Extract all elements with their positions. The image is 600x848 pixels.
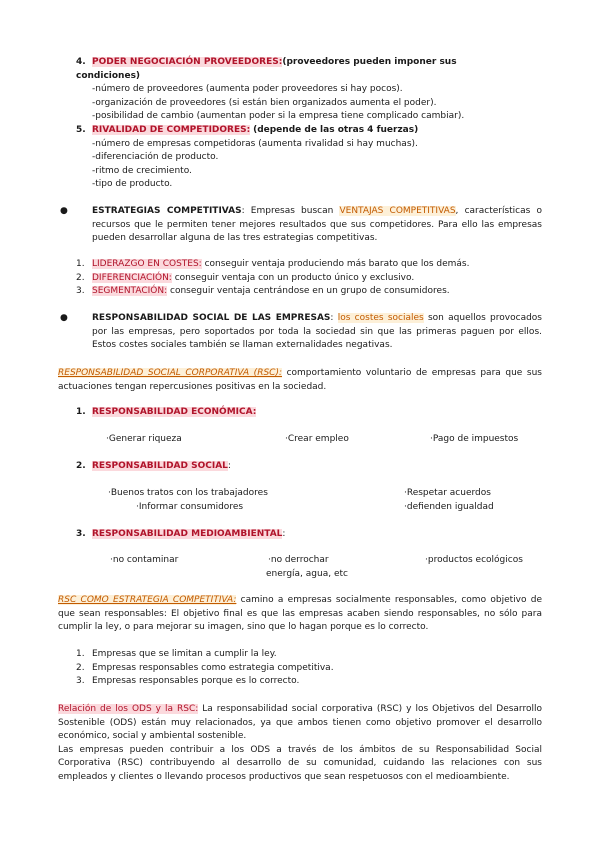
section-resp-economica: [76, 406, 256, 420]
list-item: [76, 648, 542, 662]
paragraph: Las empresas pueden contribuir a los ODS a través de los ámbitos de su Responsabilidad Social Corporativa (RSC) contribuyendo al desarrollo de su comunidad, cuidando las relaciones con sus empleados y clientes o llevando procesos productivos que sean respetuosos con el medioambiente.: [58, 744, 542, 782]
section-resp-social: [76, 460, 231, 474]
list-value: conseguir ventaja produciendo más barato que los demás.: [201, 259, 470, 269]
section-subtitle: (depende de las otras 4 fuerzas): [253, 125, 419, 135]
section-number: 1.: [76, 407, 86, 417]
bullet-icon: ●: [60, 206, 68, 216]
text-run: son aquellos provocados por las empresas, pero soportados por toda la sociedad sin que las primeras paguen por ellos. Estos costes sociales también se llaman externalidades negativas.: [92, 313, 542, 350]
list-value: conseguir ventaja con un producto único y exclusivo.: [171, 272, 415, 283]
text-line: -ritmo de crecimiento.: [92, 165, 192, 176]
text-run: :: [227, 461, 231, 471]
text-run: :: [330, 313, 338, 323]
list-item: [76, 285, 542, 299]
section-resp-medioambiental: [76, 528, 285, 542]
list-text: Empresas responsables porque es lo correcto.: [92, 676, 300, 686]
section-number: 3.: [76, 529, 86, 539]
text-line: -diferenciación de producto.: [92, 152, 219, 162]
text-run: :: [282, 529, 286, 539]
ods-relacion: [58, 703, 542, 784]
list-item: [76, 662, 542, 676]
section-title: PODER NEGOCIACIÓN PROVEEDORES:: [92, 57, 283, 67]
list-number: 3.: [76, 286, 85, 296]
list-item: ·defienden igualdad: [404, 502, 494, 512]
list-item: ·Generar riqueza: [106, 434, 182, 444]
list-number: 2.: [76, 272, 85, 283]
rsc-estrategia-list: [76, 648, 542, 689]
list-item: ·Buenos tratos con los trabajadores: [108, 488, 268, 498]
section-number: 4.: [76, 57, 86, 67]
list-number: 3.: [76, 676, 85, 686]
list-key: DIFERENCIACIÓN:: [92, 272, 172, 283]
section-title: RESPONSABILIDAD SOCIAL: [92, 461, 228, 471]
section-title: RIVALIDAD DE COMPETIDORES:: [92, 125, 251, 135]
estrategias-list: [76, 258, 542, 299]
section-number: 5.: [76, 125, 86, 135]
list-item: ·productos ecológicos: [425, 555, 523, 565]
list-number: 1.: [76, 259, 85, 269]
text-run: comportamiento voluntario de empresas para que sus actuaciones tengan repercusiones positivas en la sociedad.: [58, 368, 542, 392]
section-responsabilidad-social-empresas: [60, 312, 542, 353]
text-line: -organización de proveedores (si están bien organizados aumenta el poder).: [92, 97, 437, 108]
section-title: RESPONSABILIDAD MEDIOAMBIENTAL: [92, 529, 283, 539]
list-item: [76, 258, 542, 272]
highlight-text: VENTAJAS COMPETITIVAS: [339, 206, 456, 216]
list-item: ·Respetar acuerdos: [404, 488, 491, 498]
section-estrategias: [60, 205, 542, 246]
list-text: Empresas que se limitan a cumplir la ley.: [92, 649, 277, 659]
list-item: [76, 272, 542, 286]
text-line: -posibilidad de cambio (aumentan poder si la empresa tiene complicado cambiar).: [92, 111, 465, 121]
rsc-term: RESPONSABILIDAD SOCIAL CORPORATIVA (RSC):: [58, 368, 282, 378]
rsc-definition: [58, 367, 542, 394]
bullet-icon: ●: [60, 313, 68, 323]
section-subtitle: (proveedores pueden imponer sus condiciones): [76, 57, 457, 81]
list-key: SEGMENTACIÓN:: [92, 286, 168, 296]
rsc-term: RSC COMO ESTRATEGIA COMPETITIVA:: [58, 595, 237, 605]
section-poder-proveedores: [76, 56, 516, 124]
section-number: 2.: [76, 461, 86, 471]
list-item: ·Crear empleo: [285, 434, 349, 444]
list-item: [76, 675, 542, 689]
list-item: ·no contaminar: [110, 555, 179, 565]
text-run: , características o recursos que le permiten tener mejores resultados que sus competidores. Para ello las empresas pueden desarrollar alguna de las tres estrategias competitivas.: [92, 206, 542, 243]
text-line: -número de empresas competidoras (aumenta rivalidad si hay muchas).: [92, 138, 418, 149]
section-title: ESTRATEGIAS COMPETITIVAS: [92, 206, 242, 216]
section-rivalidad: [76, 124, 516, 192]
list-number: 1.: [76, 649, 85, 659]
list-value: conseguir ventaja centrándose en un grupo de consumidores.: [167, 286, 450, 296]
text-run: camino a empresas socialmente responsables, como objetivo de que sean responsables: El objetivo final es que las empresas acaben siendo responsables, no sólo para cumplir la ley, o para mejorar su imagen, sino que lo hagan porque es lo correcto.: [58, 595, 543, 632]
rsc-estrategia: [58, 594, 542, 635]
text-run: : Empresas buscan: [241, 206, 340, 216]
text-line: -número de proveedores (aumenta poder proveedores si hay pocos).: [92, 84, 403, 94]
text-run: La responsabilidad social corporativa (RSC) y los Objetivos del Desarrollo Sostenible (ODS) están muy relacionados, ya que ambos tienen como objetivo promover el desarrollo económico, social y ambiental sostenible.: [58, 704, 542, 741]
section-title: RESPONSABILIDAD ECONÓMICA:: [92, 407, 257, 417]
highlight-text: los costes sociales: [337, 313, 424, 323]
list-text: Empresas responsables como estrategia competitiva.: [92, 662, 334, 673]
list-item: ·Informar consumidores: [136, 502, 244, 512]
list-key: LIDERAZGO EN COSTES:: [92, 259, 202, 269]
ods-term: Relación de los ODS y la RSC:: [58, 704, 199, 714]
list-item: ·Pago de impuestos: [430, 434, 519, 444]
list-item: energía, agua, etc: [266, 569, 348, 579]
text-line: -tipo de producto.: [92, 179, 173, 189]
list-item: ·no derrochar: [268, 555, 329, 565]
list-number: 2.: [76, 662, 85, 673]
section-title: RESPONSABILIDAD SOCIAL DE LAS EMPRESAS: [92, 313, 331, 323]
